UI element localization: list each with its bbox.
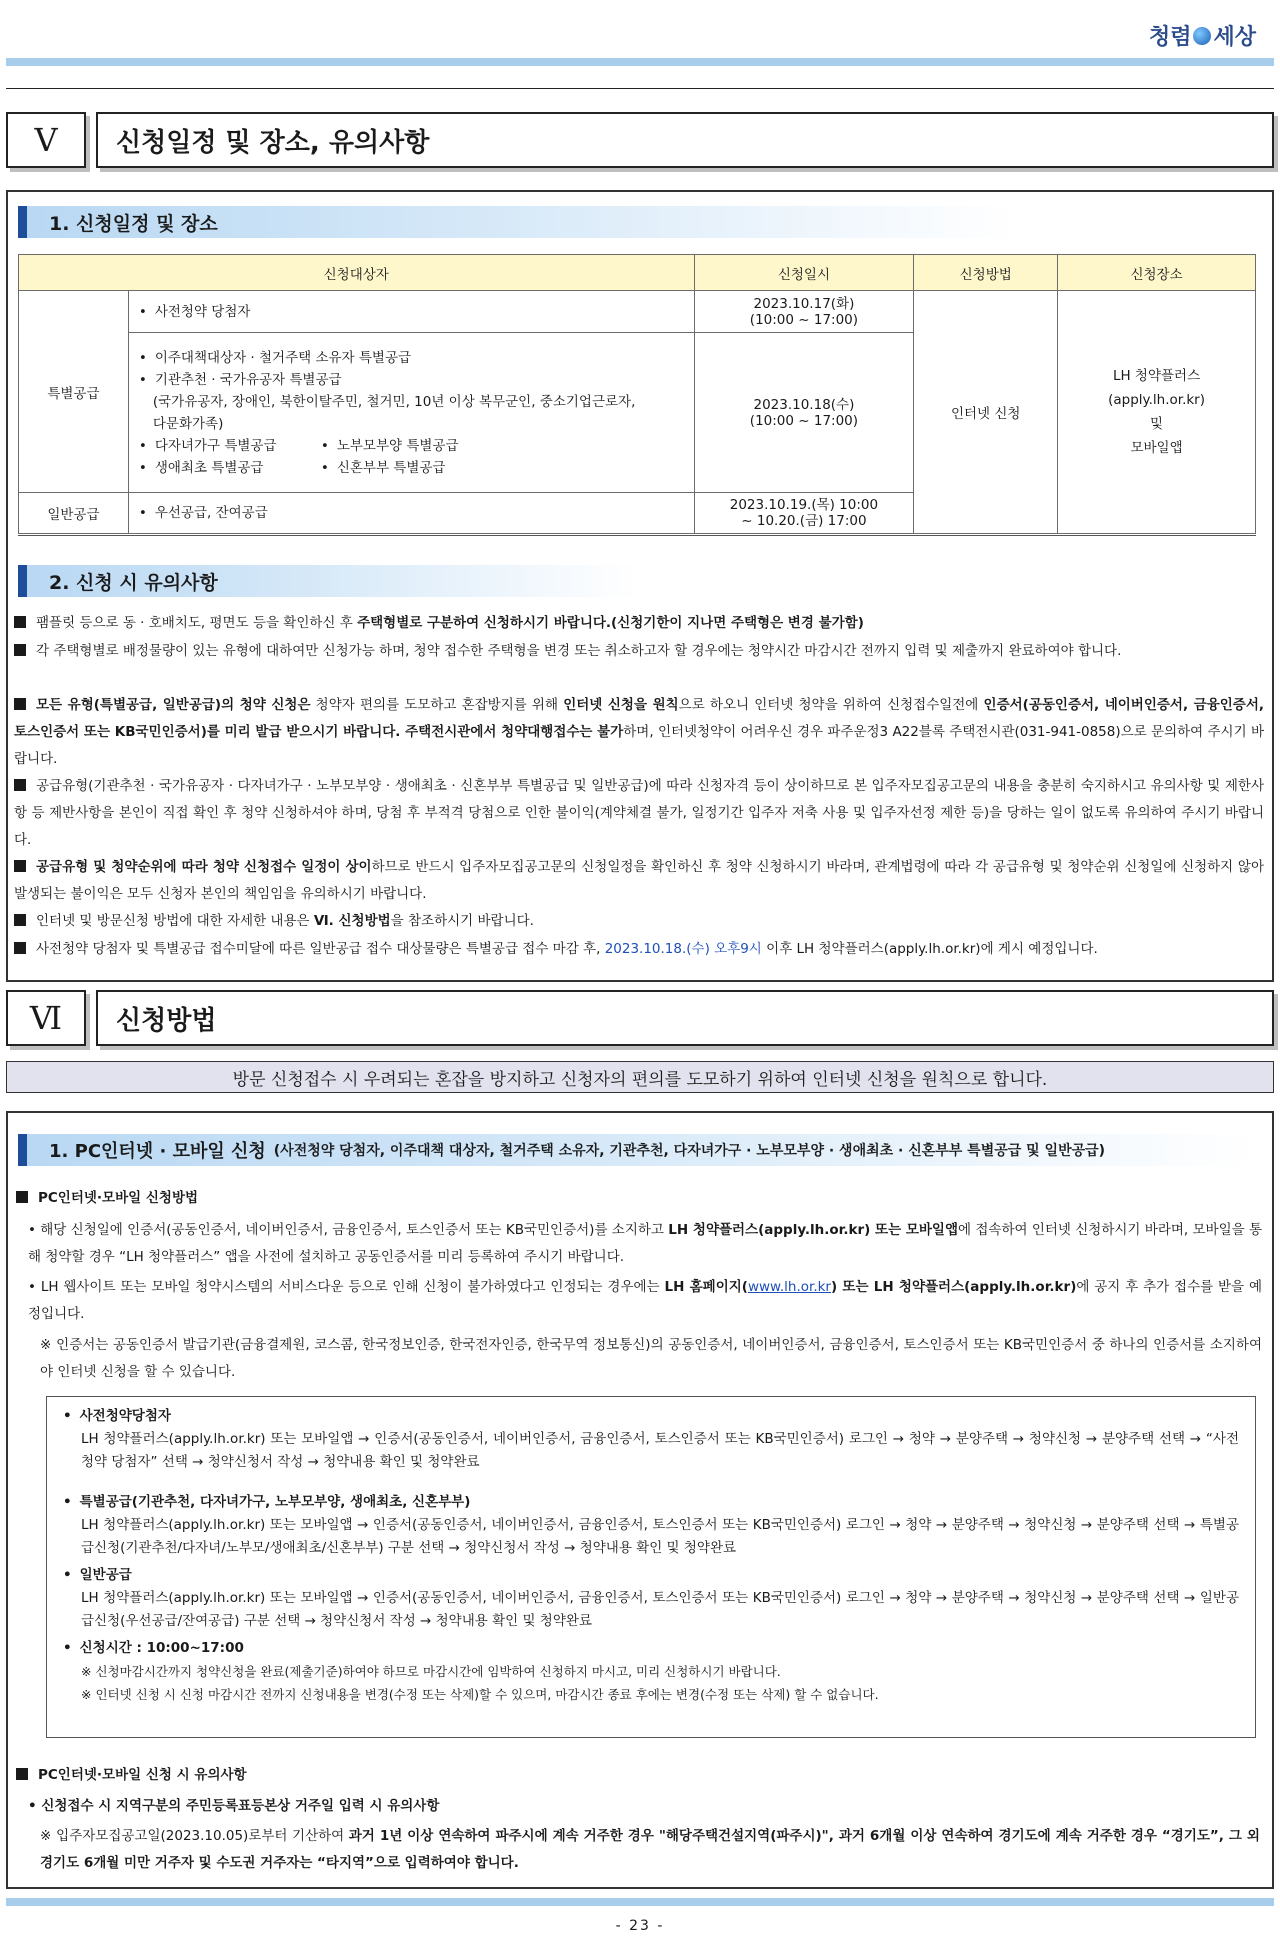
note-text: 청약자 편의를 도모하고 혼잡방지를 위해 [310, 697, 564, 713]
row3-target [128, 493, 694, 534]
method-cell: 인터넷 신청 [914, 291, 1058, 534]
list-pair [139, 435, 684, 457]
method-head [16, 1185, 1264, 1212]
table-bottom-rule [18, 535, 1256, 536]
top-rule [6, 88, 1274, 89]
note-bold: 인증서(공동인증서, 네이버인증서, 금융인증서, 토스인증서 또는 KB국민인증서)를 미리 발급 받으시기 바랍니다. 주택전시관에서 청약대행접수는 불가 [14, 697, 1265, 740]
bottom-bar [6, 1898, 1274, 1906]
section5-heading [6, 112, 1274, 168]
note-text: 팸플릿 등으로 동 · 호배치도, 평면도 등을 확인하신 후 [36, 615, 358, 631]
schedule-table [18, 254, 1256, 534]
sub6-heading-detail: (사전청약 당첨자, 이주대책 대상자, 철거주택 소유자, 기관추천, 다자녀가구 · 노부모부양 · 생애최초 · 신혼부부 특별공급 및 일반공급) [273, 1143, 1106, 1159]
note-text: 이후 LH 청약플러스(apply.lh.or.kr)에 게시 예정입니다. [761, 941, 1098, 957]
logo-globe-icon [1193, 27, 1211, 45]
bullet-square-icon [14, 860, 26, 872]
row1-date [694, 291, 914, 333]
list-note: (국가유공자, 장애인, 북한이탈주민, 철거민, 10년 이상 복무군인, 중소기업근로자, [152, 393, 636, 410]
lh-homepage-link[interactable]: www.lh.or.kr [747, 1279, 831, 1295]
sub6-heading [18, 1134, 1256, 1166]
date-line: (10:00 ~ 17:00) [749, 412, 859, 429]
caution-body [40, 1823, 1260, 1877]
place-line: 및 [1150, 416, 1164, 432]
date-line: ~ 10.20.(금) 17:00 [741, 513, 867, 529]
note-1 [14, 610, 1264, 637]
method-bold: LH 홈페이지( [664, 1279, 748, 1295]
place-line: LH 청약플러스 [1112, 368, 1201, 384]
section6-banner: 방문 신청접수 시 우려되는 혼잡을 방지하고 신청자의 편의를 도모하기 위하여 인터넷 신청을 원칙으로 합니다. [6, 1061, 1274, 1093]
method-2 [28, 1274, 1262, 1328]
method-text: 에 접속하여 인터넷 신청하시기 바라며, 모바일을 통해 청약할 경우 “LH 청약플러스” 앱을 사전에 설치하고 공동인증서를 미리 등록하여 주시기 바랍니다. [28, 1222, 1263, 1265]
table-header-row [19, 255, 1256, 291]
caution-sub [28, 1793, 1264, 1820]
note-date-highlight: 2023.10.18.(수) 오후9시 [604, 941, 762, 957]
date-line: 2023.10.18(수) [753, 396, 855, 413]
method-note: ※ 인증서는 공동인증서 발급기관(금융결제원, 코스콤, 한국정보인증, 한국전자인증, 한국무역 정보통신)의 공동인증서, 네이버인증서, 금융인증서, 토스인증서 또는 KB국민인증서 중 하나의 인증서를 소지하여야 인터넷 신청을 할 수 있습니다. [40, 1337, 1262, 1380]
sub1-heading: 1. 신청일정 및 장소 [18, 206, 1018, 238]
row1-target [128, 291, 694, 333]
row2-date [694, 333, 914, 493]
date-line: 2023.10.17(화) [753, 295, 855, 312]
list-item: • 기관추천 · 국가유공자 특별공급 [139, 369, 684, 391]
note-6 [14, 908, 1264, 935]
method-3 [40, 1332, 1262, 1386]
step-title: • 특별공급(기관추천, 다자녀가구, 노부모부양, 생애최초, 신혼부부) [63, 1491, 1239, 1514]
method-text: • LH 웹사이트 또는 모바일 청약시스템의 서비스다운 등으로 인해 신청이 불가하였다고 인정되는 경우에는 [28, 1279, 665, 1295]
place-cell [1058, 291, 1256, 534]
th-method: 신청방법 [914, 255, 1058, 291]
caution-text: ※ 입주자모집공고일(2023.10.05)로부터 기산하여 [40, 1828, 349, 1844]
step-desc: LH 청약플러스(apply.lh.or.kr) 또는 모바일앱 → 인증서(공동인증서, 네이버인증서, 금융인증서, 토스인증서 또는 KB국민인증서) 로그인 → 청약 → 분양주택 → 청약신청 → 분양주택 선택 → “사전청약 당첨자” 선택 → 청약신청서 작성 → 청약내용 확인 및 청약완료 [81, 1431, 1239, 1470]
row3-date [694, 493, 914, 534]
caution-head [16, 1762, 1264, 1789]
method-bold: LH 청약플러스(apply.lh.or.kr) 또는 모바일앱 [668, 1222, 959, 1238]
note-5 [14, 854, 1264, 908]
list-item: • 생애최초 특별공급 [139, 457, 321, 479]
step-desc: LH 청약플러스(apply.lh.or.kr) 또는 모바일앱 → 인증서(공동인증서, 네이버인증서, 금융인증서, 토스인증서 또는 KB국민인증서) 로그인 → 청약 → 분양주택 → 청약신청 → 분양주택 선택 → 특별공급신청(기관추천/다자녀/노부모/생애최초/신혼부부) 구분 선택 → 청약신청서 작성 → 청약내용 확인 및 청약완료 [81, 1517, 1239, 1556]
step-note: ※ 신청마감시간까지 청약신청을 완료(제출기준)하여야 하므로 마감시간에 임박하여 신청하지 마시고, 미리 신청하시기 바랍니다. [81, 1664, 781, 1679]
note-text: 인터넷 및 방문신청 방법에 대한 자세한 내용은 [36, 913, 314, 929]
logo-text-left: 청렴 [1148, 25, 1192, 50]
bullet-square-icon [14, 698, 26, 710]
list-pair [139, 457, 684, 479]
list-item: • 이주대책대상자 · 철거주택 소유자 특별공급 [139, 347, 684, 369]
method-text: 에 공지 후 추가 접수를 받을 예정입니다. [28, 1279, 1262, 1322]
note-text: 공급유형(기관추천 · 국가유공자 · 다자녀가구 · 노부모부양 · 생애최초 · 신혼부부 특별공급 및 일반공급)에 따라 신청자격 등이 상이하므로 본 입주자모집공고문의 내용을 충분히 숙지하시고 유의사항 및 제한사항 등 제반사항을 본인이 직접 확인 후 청약 신청하셔야 하며, 당첨 후 부적격 당첨으로 인한 불이익(계약체결 불가, 일정기간 입주자 저축 사용 및 입주자선정 제한 등)을 당하는 일이 없도록 유의하여 주시기 바랍니다. [14, 778, 1264, 848]
list-note: 다문화가족) [152, 415, 224, 432]
place-line: (apply.lh.or.kr) [1108, 392, 1205, 408]
note-7 [14, 936, 1264, 963]
caution-head-text: PC인터넷·모바일 신청 시 유의사항 [38, 1767, 247, 1783]
note-4 [14, 773, 1264, 854]
list-item: • 사전청약 당첨자 [139, 301, 684, 323]
date-line: (10:00 ~ 17:00) [749, 311, 859, 328]
logo [1149, 20, 1256, 51]
step-desc: LH 청약플러스(apply.lh.or.kr) 또는 모바일앱 → 인증서(공동인증서, 네이버인증서, 금융인증서, 토스인증서 또는 KB국민인증서) 로그인 → 청약 → 분양주택 → 청약신청 → 분양주택 선택 → 일반공급신청(우선공급/잔여공급) 구분 선택 → 청약신청서 작성 → 청약내용 확인 및 청약완료 [81, 1590, 1239, 1629]
logo-text-right: 세상 [1213, 25, 1256, 50]
general-label: 일반공급 [19, 493, 129, 534]
place-line: 모바일앱 [1130, 440, 1183, 456]
caution-sub-text: • 신청접수 시 지역구분의 주민등록표등본상 거주일 입력 시 유의사항 [28, 1798, 440, 1814]
note-text: 으로 하오니 인터넷 청약을 위하여 신청접수일전에 [678, 697, 984, 713]
bullet-square-icon [14, 644, 26, 656]
row2-target [128, 333, 694, 493]
note-text: 각 주택형별로 배정물량이 있는 유형에 대하여만 신청가능 하며, 청약 접수한 주택형을 변경 또는 취소하고자 할 경우에는 청약시간 마감시간 전까지 입력 및 제출까지 완료하여야 합니다. [36, 643, 1122, 659]
note-text: 하므로 반드시 입주자모집공고문의 신청일정을 확인하신 후 청약 신청하시기 바라며, 관계법령에 따라 각 공급유형 및 청약순위 신청일에 신청하지 않아 발생되는 불이익은 모두 신청자 본인의 책임임을 유의하시기 바랍니다. [14, 859, 1264, 902]
list-item: • 우선공급, 잔여공급 [139, 502, 684, 524]
th-target: 신청대상자 [19, 255, 695, 291]
note-text: 사전청약 당첨자 및 특별공급 접수미달에 따른 일반공급 접수 대상물량은 특별공급 접수 마감 후, [36, 941, 605, 957]
step-note: ※ 인터넷 신청 시 신청 마감시간 전까지 신청내용을 변경(수정 또는 삭제)할 수 있으며, 마감시간 종료 후에는 변경(수정 또는 삭제) 할 수 없습니다. [81, 1687, 879, 1702]
method-steps-box [46, 1396, 1256, 1738]
note-text: 을 참조하시기 바랍니다. [390, 913, 534, 929]
note-bold: 공급유형 및 청약순위에 따라 청약 신청접수 일정이 상이 [36, 859, 372, 875]
section6-number: Ⅵ [6, 990, 86, 1046]
note-bold: 주택형별로 구분하여 신청하시기 바랍니다.(신청기한이 지나면 주택형은 변경 불가함) [357, 615, 864, 631]
bullet-square-icon [14, 942, 26, 954]
section6-heading [6, 990, 1274, 1046]
note-bold: 인터넷 신청을 원칙 [563, 697, 679, 713]
bullet-square-icon [14, 616, 26, 628]
bullet-square-icon [14, 914, 26, 926]
step-title: • 신청시간 : 10:00~17:00 [63, 1637, 1239, 1660]
section6-title: 신청방법 [96, 990, 1274, 1046]
date-line: 2023.10.19.(목) 10:00 [729, 497, 879, 513]
method-1 [28, 1217, 1262, 1271]
method-bold: ) 또는 LH 청약플러스(apply.lh.or.kr) [830, 1279, 1077, 1295]
step-title: • 사전청약당첨자 [63, 1405, 1239, 1428]
caution-bold: 과거 1년 이상 연속하여 파주시에 계속 거주한 경우 "해당주택건설지역(파주시)", 과거 6개월 이상 연속하여 경기도에 계속 거주한 경우 “경기도”, 그 외 경기도 6개월 미만 거주자 및 수도권 거주자는 “타지역”으로 입력하여야 합니다. [40, 1828, 1260, 1871]
th-place: 신청장소 [1058, 255, 1256, 291]
note-2 [14, 638, 1264, 665]
section5-title: 신청일정 및 장소, 유의사항 [96, 112, 1274, 168]
method-head-text: PC인터넷·모바일 신청방법 [38, 1190, 199, 1206]
list-item: • 다자녀가구 특별공급 [139, 435, 321, 457]
step-title: • 일반공급 [63, 1564, 1239, 1587]
note-text: 하며, 인터넷청약이 어려우신 경우 파주운정3 A22블록 주택전시관(031-941-0858)으로 문의하여 주시기 바랍니다. [14, 724, 1264, 767]
bullet-square-icon [16, 1768, 28, 1780]
sub2-heading: 2. 신청 시 유의사항 [18, 565, 638, 597]
table-row [19, 291, 1256, 333]
top-bar [6, 58, 1274, 66]
bullet-square-icon [16, 1191, 28, 1203]
section5-number: Ⅴ [6, 112, 86, 168]
note-3 [14, 692, 1264, 773]
th-date: 신청일시 [694, 255, 914, 291]
note-bold: Ⅵ. 신청방법 [313, 913, 391, 929]
page-number: - 23 - [615, 1918, 665, 1934]
bullet-square-icon [14, 779, 26, 791]
method-text: • 해당 신청일에 인증서(공동인증서, 네이버인증서, 금융인증서, 토스인증서 또는 KB국민인증서)를 소지하고 [28, 1222, 669, 1238]
note-bold: 모든 유형(특별공급, 일반공급)의 청약 신청은 [36, 697, 311, 713]
sub6-heading-title: 1. PC인터넷 · 모바일 신청 [49, 1141, 266, 1162]
special-label: 특별공급 [19, 291, 129, 493]
list-item: • 신혼부부 특별공급 [321, 457, 503, 479]
list-item: • 노부모부양 특별공급 [321, 435, 503, 457]
